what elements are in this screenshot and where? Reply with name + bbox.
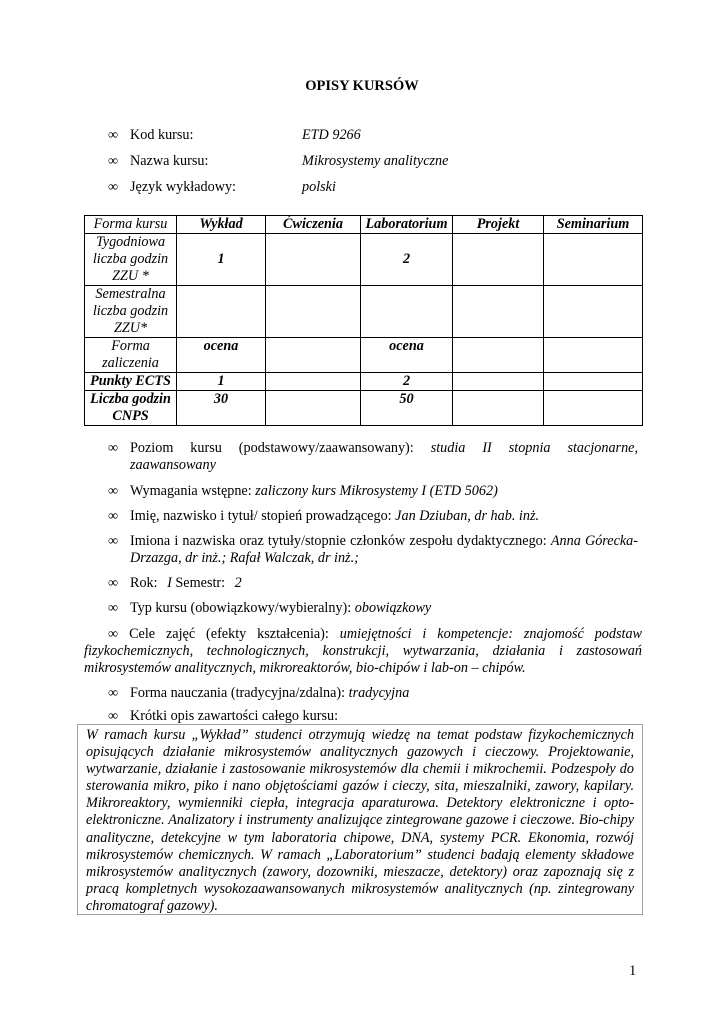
- table-cell: 1: [177, 373, 266, 391]
- table-cell: 50: [361, 391, 453, 426]
- course-hours-table: [84, 215, 643, 426]
- table-cell: ocena: [177, 338, 266, 373]
- year-label: Rok:: [130, 575, 158, 591]
- table-row-label: Punkty ECTS: [85, 373, 177, 391]
- table-cell: [266, 373, 361, 391]
- table-cell: [453, 286, 544, 338]
- table-cell: 1: [177, 234, 266, 286]
- prereq-value: zaliczony kurs Mikrosystemy I (ETD 5062): [255, 483, 498, 499]
- table-cell: [266, 338, 361, 373]
- description-label: Krótki opis zawartości całego kursu:: [130, 708, 339, 724]
- prereq-label: Wymagania wstępne:: [130, 483, 252, 499]
- table-cell: 2: [361, 234, 453, 286]
- lecturer-value: Jan Dziuban, dr hab. inż.: [395, 508, 540, 524]
- table-cell: [453, 234, 544, 286]
- table-row-label: Tygodniowa liczba godzin ZZU *: [85, 234, 177, 286]
- table-header-row: [85, 216, 643, 234]
- table-cell: 2: [361, 373, 453, 391]
- lecturer-label: Imię, nazwisko i tytuł/ stopień prowadzącego:: [130, 508, 392, 524]
- level-value: studia II stopnia stacjonarne, zaawansowany: [130, 440, 639, 473]
- table-row: [85, 373, 643, 391]
- table-cell: [453, 373, 544, 391]
- table-row: [85, 391, 643, 426]
- course-name-label: Nazwa kursu:: [130, 153, 209, 169]
- table-header-cell: Forma kursu: [85, 216, 177, 234]
- table-cell: [361, 286, 453, 338]
- semester-label: Semestr:: [175, 575, 226, 591]
- type-label: Typ kursu (obowiązkowy/wybieralny):: [130, 600, 352, 616]
- course-level: [130, 440, 638, 474]
- bullet-icon: ∞: [108, 626, 119, 642]
- bullet-icon: ∞: [108, 508, 119, 524]
- table-cell: [266, 234, 361, 286]
- table-cell: [544, 286, 643, 338]
- bullet-icon: ∞: [108, 685, 119, 701]
- table-cell: [266, 286, 361, 338]
- table-cell: [453, 338, 544, 373]
- form-value: tradycyjna: [348, 685, 410, 701]
- page-title: OPISY KURSÓW: [305, 78, 419, 94]
- table-cell: [177, 286, 266, 338]
- type-value: obowiązkowy: [354, 600, 432, 616]
- year-value: I: [167, 575, 172, 591]
- bullet-icon: ∞: [108, 600, 119, 616]
- bullet-icon: ∞: [108, 127, 119, 143]
- table-cell: [544, 373, 643, 391]
- bullet-icon: ∞: [108, 153, 119, 169]
- language-label: Język wykładowy:: [130, 179, 236, 195]
- table-header-cell: Projekt: [453, 216, 544, 234]
- table-row: [85, 286, 643, 338]
- team-label: Imiona i nazwiska oraz tytuły/stopnie członków zespołu dydaktycznego:: [130, 533, 547, 549]
- teaching-team: [130, 533, 638, 567]
- lecturer: [130, 508, 638, 525]
- table-row-label: Semestralna liczba godzin ZZU*: [85, 286, 177, 338]
- year-semester: [130, 575, 242, 592]
- table-cell: [453, 391, 544, 426]
- bullet-icon: ∞: [108, 533, 119, 549]
- table-header-cell: Wykład: [177, 216, 266, 234]
- bullet-icon: ∞: [108, 708, 119, 724]
- table-cell: 30: [177, 391, 266, 426]
- course-code-value: ETD 9266: [302, 127, 361, 143]
- bullet-icon: ∞: [108, 483, 119, 499]
- level-label: Poziom kursu (podstawowy/zaawansowany):: [130, 440, 414, 456]
- course-name-value: Mikrosystemy analityczne: [302, 153, 449, 169]
- team-value: Anna Górecka-Drzazga, dr inż.; Rafał Walczak, dr inż.;: [130, 533, 638, 566]
- table-cell: [544, 234, 643, 286]
- bullet-icon: ∞: [108, 440, 119, 456]
- bullet-icon: ∞: [108, 179, 119, 195]
- table-cell: ocena: [361, 338, 453, 373]
- goals-value: umiejętności i kompetencje: znajomość podstaw fizykochemicznych, technologicznych, konstrukcji, wytwarzania, działania i zastosowań mikrosystemów analitycznych, mikroreaktorów, bio-chipów i lab-on – chipów.: [84, 626, 642, 676]
- semester-value: 2: [234, 575, 242, 591]
- language-value: polski: [302, 179, 336, 195]
- table-row: [85, 234, 643, 286]
- course-code-label: Kod kursu:: [130, 127, 194, 143]
- table-header-cell: Laboratorium: [361, 216, 453, 234]
- table-row-label: Liczba godzin CNPS: [85, 391, 177, 426]
- course-goals: [84, 626, 642, 677]
- course-type: [130, 600, 431, 617]
- table-header-cell: Seminarium: [544, 216, 643, 234]
- table-row-label: Forma zaliczenia: [85, 338, 177, 373]
- table-cell: [266, 391, 361, 426]
- table-cell: [544, 391, 643, 426]
- table-cell: [544, 338, 643, 373]
- prerequisites: [130, 483, 638, 500]
- course-description-box: W ramach kursu „Wykład” studenci otrzymują wiedzę na temat podstaw fizykochemicznych opisujących działanie mikrosystemów analitycznych gazowych i cieczowy. Projektowanie, wytwarzanie, działanie i zastosowanie mikrosystemów dla chemii i mikrochemii. Podzespoły do sterowania mikro, piko i nano objętościami gazów i cieczy, sita, mieszalniki, zawory, kapilary. Mikroreaktory, wymienniki ciepła, integracja aparaturowa. Detektory elektroniczne i opto-elektroniczne. Analizatory i instrumenty analizujące zintegrowane gazowe i cieczowe. Bio-chipy analityczne, detekcyjne w tym laboratoria chipowe, DNA, systemy PCR. Ekonomia, rozwój mikrosystemów chemicznych. W ramach „Laboratorium” studenci badają elementy składowe mikrosystemów analitycznych (zawory, dozowniki, mieszacze, detektory) oraz zapoznają się z pracą kompletnych wysokozaawansowanych mikrosystemów analitycznych (np. zintegrowany chromatograf gazowy).: [77, 724, 643, 915]
- page-number: 1: [629, 963, 637, 979]
- teaching-form: [130, 685, 409, 702]
- table-row: [85, 338, 643, 373]
- bullet-icon: ∞: [108, 575, 119, 591]
- form-label: Forma nauczania (tradycyjna/zdalna):: [130, 685, 346, 701]
- table-header-cell: Ćwiczenia: [266, 216, 361, 234]
- goals-label: Cele zajęć (efekty kształcenia):: [129, 626, 329, 642]
